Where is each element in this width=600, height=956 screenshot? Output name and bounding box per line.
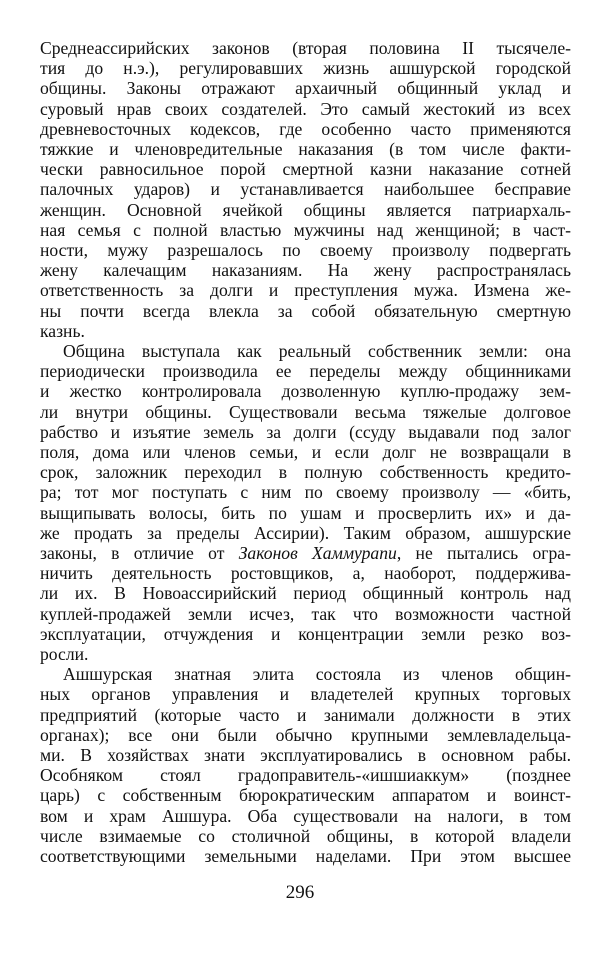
text-line: и жестко контролировала дозволенную куплю-продажу зем-: [40, 381, 571, 402]
text-line: органах); все они были обычно крупными землевладельца-: [40, 724, 571, 745]
text-line: росли.: [40, 644, 89, 664]
text-line: соответствующими земельными наделами. При этом высшее: [40, 846, 571, 866]
text-line: ных органов управления и владетелей крупных торговых: [40, 684, 571, 705]
text-span: , не пытались огра-: [396, 543, 571, 563]
text-line: Особняком стоял градоправитель-«ишшиаккум» (позднее: [40, 765, 571, 786]
text-line: тия до н.э.), регулировавших жизнь ашшурской городской: [40, 58, 571, 79]
text-line: ности, мужу разрешалось по своему произволу подвергать: [40, 240, 571, 260]
text-line: эксплуатации, отчуждения и концентрации земли резко воз-: [40, 623, 571, 644]
text-line: вом и храм Ашшура. Оба существовали на налоги, в том: [40, 805, 571, 826]
text-line: тяжкие и членовредительные наказания (в том числе факти-: [40, 139, 571, 159]
text-line: куплей-продажей земли исчез, так что возможности частной: [40, 603, 571, 624]
text-line: древневосточных кодексов, где особенно часто применяются: [40, 118, 571, 139]
text-line: срок, заложник переходил в полную собственность кредито-: [40, 462, 571, 483]
text-line: ная семья с полной властью мужчины над женщиной; в част-: [40, 219, 571, 240]
text-line: периодически производила ее переделы между общинниками: [40, 361, 571, 382]
text-line: женщин. Основной ячейкой общины является патриархаль-: [40, 199, 571, 220]
paragraph-first-line: Ашшурская знатная элита состояла из членов общин-: [63, 664, 571, 685]
text-line: общины. Законы отражают архаичный общинный уклад и: [40, 78, 571, 99]
text-line: рабство и изъятие земель за долги (ссуду выдавали под залог: [40, 421, 571, 442]
text-line: суровый нрав своих создателей. Это самый жестокий из всех: [40, 98, 571, 119]
text-line: же продать за пределы Ассирии). Таким образом, ашшурские: [40, 522, 571, 543]
text-span: законы, в отличие от: [40, 543, 239, 563]
text-line: ли их. В Новоассирийский период общинный контроль над: [40, 583, 571, 604]
text-line: жену калечащим наказаниям. На жену распространялась: [40, 260, 571, 281]
text-line: ответственность за долги и преступления мужа. Измена же-: [40, 280, 571, 301]
text-line: предприятий (которые часто и занимали должности в этих: [40, 704, 571, 725]
text-line: ли внутри общины. Существовали весьма тяжелые долговое: [40, 401, 571, 422]
text-line: выщипывать волосы, бить по ушам и просверлить их» и да-: [40, 502, 571, 523]
text-line: чески равносильное порой смертной казни наказание сотней: [40, 159, 571, 180]
text-line: ра; тот мог поступать с ним по своему произволу — «бить,: [40, 482, 571, 503]
text-line: ны почти всегда влекла за собой обязательную смертную: [40, 300, 571, 321]
text-line: ми. В хозяйствах знати эксплуатировались в основном рабы.: [40, 745, 571, 765]
text-line: царь) с собственным бюрократическим аппаратом и воинст-: [40, 785, 571, 806]
paragraph-first-line: Община выступала как реальный собственник земли: она: [63, 341, 571, 361]
italic-title: Законов Хаммурапи: [238, 543, 397, 563]
text-line: Среднеассирийских законов (вторая половина II тысячеле-: [40, 38, 571, 58]
text-line: казнь.: [40, 320, 85, 341]
page-number: 296: [285, 882, 315, 903]
text-line: поля, дома или членов семьи, и если долг не возвращали в: [40, 442, 571, 462]
text-line: числе взимаемые со столичной общины, в которой владели: [40, 825, 571, 846]
text-line: палочных ударов) и устанавливается наибольшее бесправие: [40, 179, 571, 200]
text-line-with-italic: [40, 543, 571, 563]
text-line: ничить деятельность ростовщиков, а, наоборот, поддержива-: [40, 563, 571, 584]
